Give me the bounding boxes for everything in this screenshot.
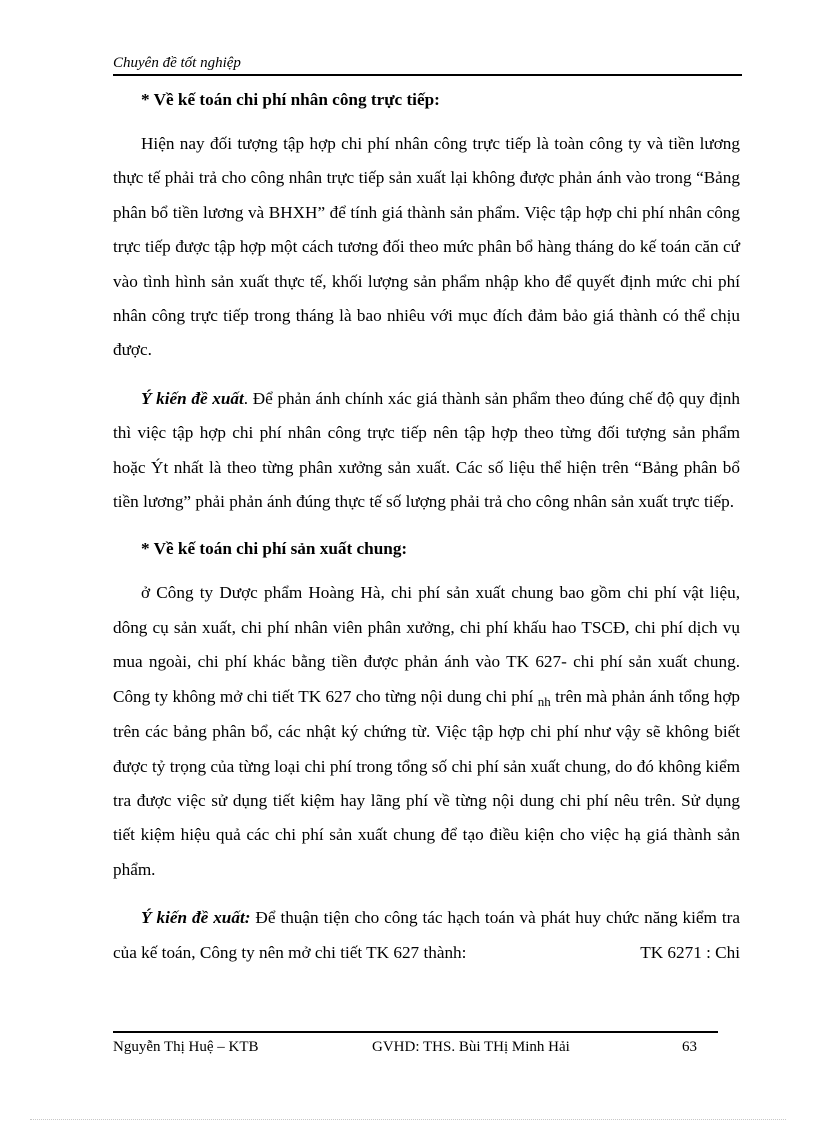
section-heading-labor: * Về kế toán chi phí nhân công trực tiếp:	[141, 90, 440, 109]
footer-author: Nguyễn Thị Huệ – KTB	[113, 1039, 259, 1055]
overhead-text-a: ở Công ty Dược phẩm Hoàng Hà, chi phí sản xuất chung bao gồm chi phí vật liệu, dông cụ sản xuất, chi phí nhân viên phân xưởng, chi phí khấu hao TSCĐ, chi phí dịch vụ mua ngoài, chi phí khác bằng tiền được phản ánh vào TK 627- chi phí sản xuất chung. Công ty không mở chi tiết TK 627 cho từng nội dung chi phí	[113, 583, 740, 706]
page-bottom-dotted-line	[30, 1119, 786, 1120]
page-footer	[113, 1031, 718, 1055]
overhead-stray-nh: nh	[537, 693, 551, 709]
document-body	[113, 84, 740, 970]
paragraph-overhead-proposal	[113, 901, 740, 970]
paragraph-labor-proposal	[113, 382, 740, 520]
section-heading-overhead: * Về kế toán chi phí sản xuất chung:	[141, 539, 408, 559]
page-header	[113, 52, 742, 76]
proposal-text-2: Để thuận tiện cho công tác hạch toán và phát huy chức năng kiểm tra của kế toán, Công ty nên mở chi tiết TK 627 thành:	[113, 908, 740, 962]
proposal-label: Ý kiến đề xuất	[141, 388, 244, 408]
page-number: 63	[682, 1039, 697, 1055]
overhead-text-b: trên mà phản ánh tổng hợp trên các bảng phân bổ, các nhật ký chứng từ. Việc tập hợp chi phí như vậy sẽ không biết được tỷ trọng của từng loại chi phí trong tổng số chi phí sản xuất chung, do đó không kiểm tra được việc sử dụng tiết kiệm hay lãng phí về từng nội dung chi phí nêu trên. Sử dụng tiết kiệm hiệu quả các chi phí sản xuất chung để tạo điều kiện cho việc hạ giá thành sản phẩm.	[113, 686, 740, 879]
paragraph-overhead-current	[113, 576, 740, 887]
paragraph-labor-current: Hiện nay đối tượng tập hợp chi phí nhân công trực tiếp là toàn công ty và tiền lương thực tế phải trả cho công nhân trực tiếp sản xuất lại không được phản ánh vào trong “Bảng phân bổ tiền lương và BHXH” để tính giá thành sản phẩm. Việc tập hợp chi phí nhân công trực tiếp được tập hợp một cách tương đối theo mức phân bổ hàng tháng do kế toán căn cứ vào tình hình sản xuất thực tế, khối lượng sản phẩm nhập kho để quyết định mức chi phí nhân công trực tiếp trong tháng là bao nhiêu với mục đích đảm bảo giá thành có thể chịu được.	[113, 134, 740, 360]
footer-advisor: GVHD: THS. Bùi THị Minh Hải	[372, 1039, 570, 1055]
proposal-text: . Để phản ánh chính xác giá thành sản phẩm theo đúng chế độ quy định thì việc tập hợp chi phí nhân công trực tiếp nên tập hợp theo từng đối tượng sản phẩm hoặc Ýt nhất là theo từng phân xưởng sản xuất. Các số liệu thể hiện trên “Bảng phân bổ tiền lương” phải phản ánh đúng thực tế số lượng phải trả cho công nhân sản xuất trực tiếp.	[113, 388, 740, 512]
proposal-label-2: Ý kiến đề xuất:	[141, 908, 251, 928]
header-title: Chuyên đề tốt nghiệp	[113, 55, 241, 71]
account-6271-text: TK 6271 : Chi	[640, 942, 740, 962]
